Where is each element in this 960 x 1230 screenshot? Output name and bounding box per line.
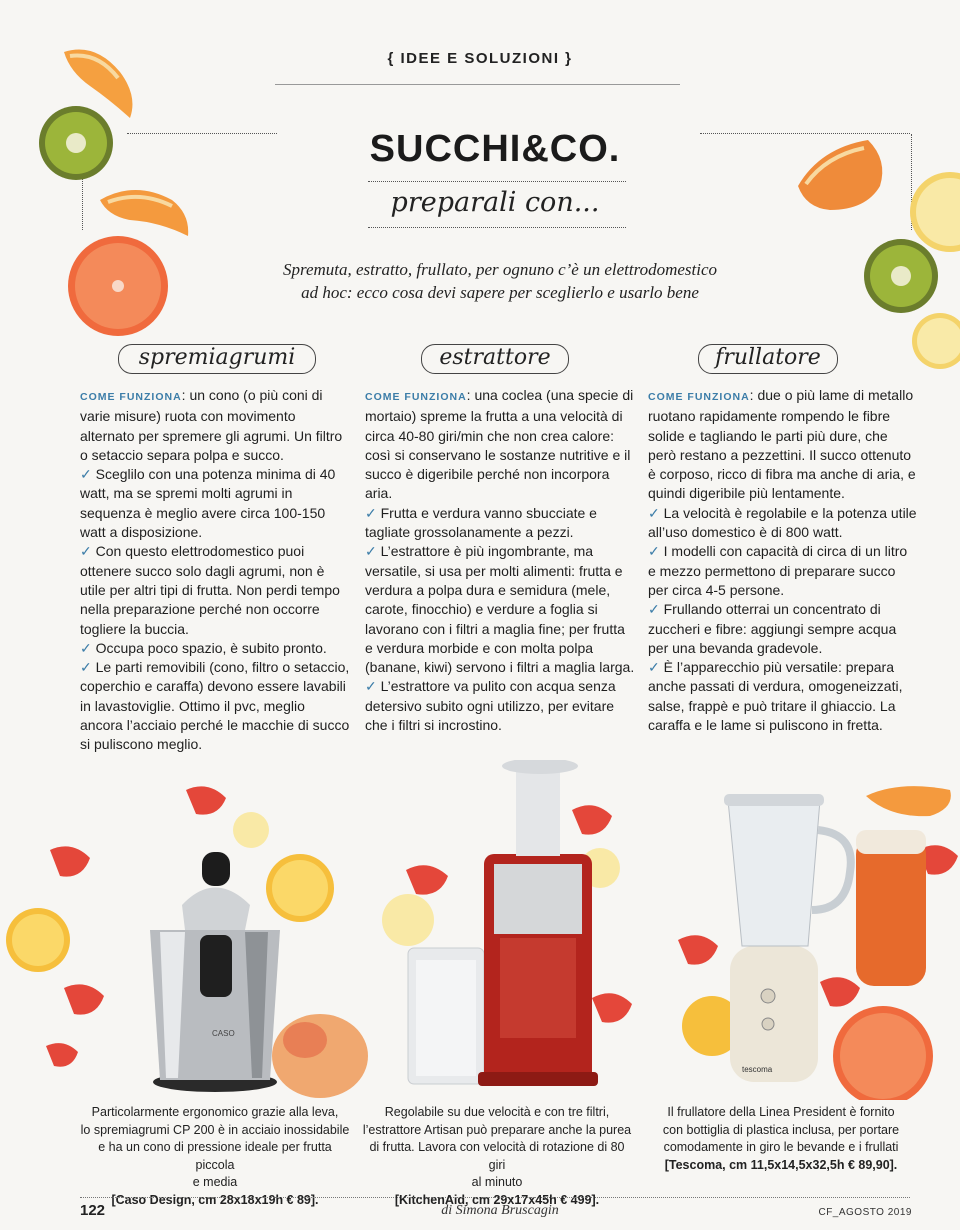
magazine-issue: CF_AGOSTO 2019 <box>818 1207 912 1218</box>
check-icon: ✓ <box>80 639 96 656</box>
intro-paragraph <box>80 386 350 465</box>
tip-item: ✓ Frutta e verdura vanno sbucciate e tagliate grossolanamente a pezzi. <box>365 504 597 541</box>
tip-item: ✓ L’estrattore è più ingombrante, ma versatile, si usa per molti alimenti: frutta e verdura a polpa dura e semidura (mele, carote, finocchio) e verdure a foglia si lavorano con i filtri a maglia fine; per frutta e verdura morbide e con molta polpa (banane, kiwi) servono i filtri a maglia larga. <box>365 543 635 676</box>
fruit-decoration-top <box>0 0 960 400</box>
product-reference: [KitchenAid, cm 29x17x45h € 499]. <box>394 1192 600 1207</box>
strawberry-icon <box>820 977 860 1006</box>
product-reference: [Caso Design, cm 28x18x19h € 89]. <box>111 1192 319 1207</box>
peach-slice-icon <box>866 786 951 816</box>
heading-estrattore: estrattore <box>421 344 569 374</box>
kiwi-slice-icon <box>39 106 113 180</box>
tip-item: ✓ Con questo elettrodomestico puoi ottenere succo solo dagli agrumi, non è utile per altri tipi di frutta. Non perdi tempo nella preparazione perché non occorre togliere la buccia. <box>80 543 340 637</box>
blender-image <box>678 786 958 1100</box>
tip-item: ✓ È l’apparecchio più versatile: prepara anche passati di verdura, omogeneizzati, salse, frappè e può tritare il ghiaccio. La caraffa e le lame si puliscono in fretta. <box>648 659 903 734</box>
strawberry-icon <box>678 935 718 964</box>
page-title: SUCCHI&CO. <box>369 128 621 170</box>
intro-text: : un cono (o più coni di varie misure) ruota con movimento alternato per spremere gli agrumi. Un filtro o setaccio separa polpa e succo. <box>80 387 343 463</box>
check-icon: ✓ <box>80 659 96 676</box>
peach-slice-icon <box>798 140 882 210</box>
product-brand-label: tescoma <box>742 1065 773 1074</box>
tip-item: ✓ Le parti removibili (cono, filtro o setaccio, coperchio e caraffa) devono essere lavabili in lavastoviglie. Ottimo il pvc, meglio ancora l’acciaio perché le macchie di succo si puliscono meglio. <box>80 659 350 753</box>
strawberry-icon <box>406 865 448 894</box>
kiwi-slice-icon <box>864 239 938 313</box>
tip-item: ✓ I modelli con capacità di circa di un litro e mezzo permettono di preparare succo per circa 4-5 persone. <box>648 543 908 598</box>
check-icon: ✓ <box>365 543 381 560</box>
check-icon: ✓ <box>648 659 664 676</box>
column-estrattore <box>365 386 635 735</box>
check-icon: ✓ <box>365 504 381 521</box>
section-kicker: { IDEE E SOLUZIONI } <box>387 50 573 67</box>
check-icon: ✓ <box>648 601 664 618</box>
strawberry-icon <box>50 846 90 876</box>
how-it-works-label: COME FUNZIONA <box>80 391 182 403</box>
check-icon: ✓ <box>648 504 664 521</box>
check-icon: ✓ <box>80 543 96 560</box>
caption-frullatore: Il frullatore della Linea President è fornito con bottiglia di plastica inclusa, per portare comodamente in giro le bevande e i frullati [Tescoma, cm 11,5x14,5x32,5h € 89,90]. <box>662 1105 900 1172</box>
tip-item: ✓ La velocità è regolabile e la potenza utile all’uso domestico è di 800 watt. <box>648 504 917 541</box>
caption-spremiagrumi: Particolarmente ergonomico grazie alla leva, lo spremiagrumi CP 200 è in acciaio inossidabile e ha un cono di pressione ideale per frutta piccola e media [Caso Design, cm 28x18x19h € 89]. <box>80 1105 350 1207</box>
peach-icon <box>272 1014 368 1098</box>
page-subtitle: preparali con... <box>390 187 600 218</box>
column-frullatore <box>648 386 918 735</box>
strawberry-icon <box>46 1043 78 1067</box>
strawberry-icon <box>592 993 632 1022</box>
intro-text: : una coclea (una specie di mortaio) spreme la frutta a una velocità di circa 40-80 giri/min che non crea calore: così si conservano le sostanze nutritive e il succo è digeribile perché non incorpora aria. <box>365 387 634 502</box>
intro-paragraph <box>365 386 635 504</box>
intro-text: : due o più lame di metallo ruotano rapidamente rompendo le fibre solide e tagliando le parti più dure, che però restano a pezzettini. Il succo ottenuto è corposo, ricco di fibra ma anche di aria, e quindi digeribile più lentamente. <box>648 387 916 502</box>
strawberry-icon <box>64 984 104 1014</box>
tip-item: ✓ Occupa poco spazio, è subito pronto. <box>80 639 327 656</box>
intro-paragraph <box>648 386 918 504</box>
author-credit: di Simona Bruscagin <box>441 1203 559 1218</box>
peach-slice-icon <box>100 190 188 236</box>
tip-item: ✓ Sceglilo con una potenza minima di 40 watt, ma se spremi molti agrumi in sequenza è meglio avere circa 100-150 watt a disposizione. <box>80 466 336 541</box>
lemon-slice-icon <box>910 172 960 252</box>
lead-line-1: Spremuta, estratto, frullato, per ognuno c’è un elettrodomestico <box>282 260 718 279</box>
page-number: 122 <box>80 1202 106 1219</box>
how-it-works-label: COME FUNZIONA <box>648 391 750 403</box>
product-illustrations <box>0 760 960 1100</box>
heading-spremiagrumi: spremiagrumi <box>118 344 316 374</box>
check-icon: ✓ <box>365 678 381 695</box>
tip-item: ✓ L’estrattore va pulito con acqua senza detersivo subito ogni utilizzo, per evitare che i filtri si incrostino. <box>365 678 616 734</box>
check-icon: ✓ <box>648 543 664 560</box>
lead-line-2: ad hoc: ecco cosa devi sapere per sceglierlo e usarlo bene <box>301 283 699 302</box>
slow-juicer-image <box>382 760 632 1086</box>
strawberry-icon <box>572 805 612 834</box>
product-reference: [Tescoma, cm 11,5x14,5x32,5h € 89,90]. <box>664 1157 898 1172</box>
how-it-works-label: COME FUNZIONA <box>365 391 467 403</box>
check-icon: ✓ <box>80 466 96 483</box>
caption-estrattore: Regolabile su due velocità e con tre filtri, l’estrattore Artisan può preparare anche la purea di frutta. Lavora con velocità di rotazione di 80 giri al minuto [KitchenAid, cm 29x17x45h € 499]. <box>362 1105 632 1207</box>
citrus-juicer-image <box>6 786 368 1098</box>
footer-divider <box>80 1197 910 1198</box>
grapefruit-slice-icon <box>68 236 168 336</box>
strawberry-icon <box>186 786 226 814</box>
lemon-slice-icon <box>912 313 960 369</box>
column-spremiagrumi <box>80 386 350 755</box>
heading-frullatore: frullatore <box>698 344 838 374</box>
product-brand-label: CASO <box>212 1029 235 1038</box>
tip-item: ✓ Frullando otterrai un concentrato di zuccheri e fibre: aggiungi sempre acqua per una bevanda gradevole. <box>648 601 897 656</box>
